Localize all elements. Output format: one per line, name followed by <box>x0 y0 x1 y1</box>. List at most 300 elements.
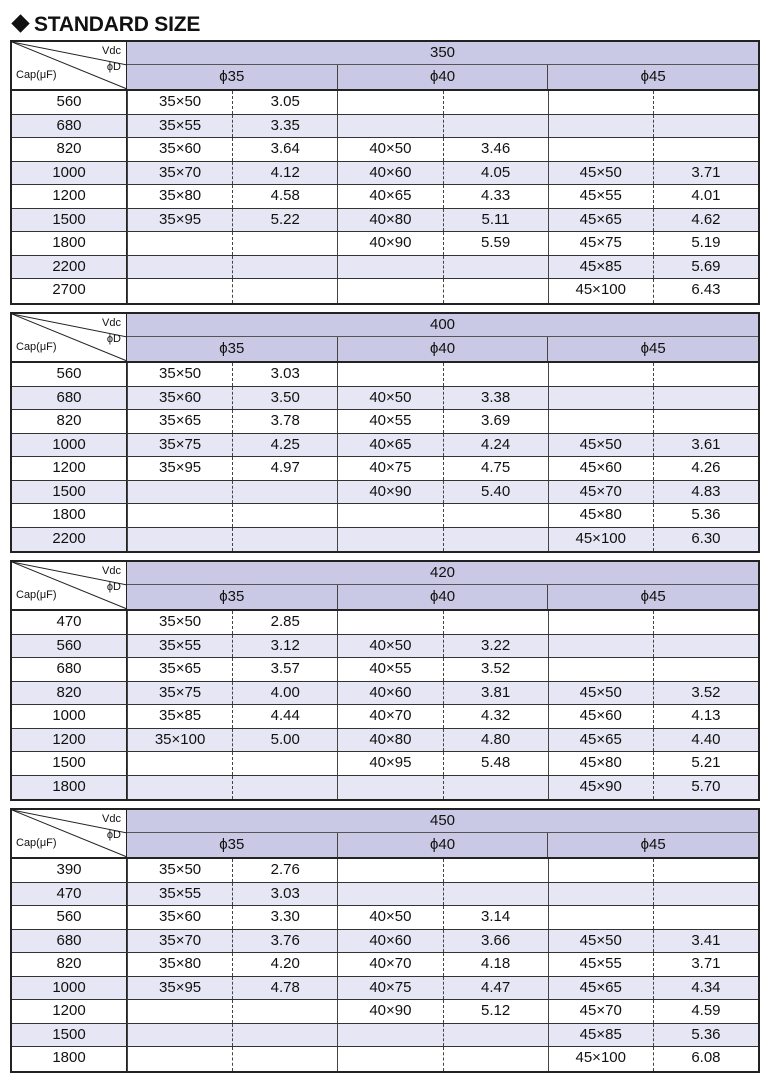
ripple-current-cell: 4.62 <box>691 210 721 228</box>
case-size-cell: 40×55 <box>338 410 443 433</box>
ripple-current-cell: 5.21 <box>691 754 721 771</box>
ripple-current-cell <box>233 1047 337 1071</box>
diameter-group-cell <box>337 162 547 185</box>
diameter-group-cell <box>548 457 758 480</box>
case-size-cell <box>128 279 233 303</box>
ripple-current-cell: 3.46 <box>480 140 511 157</box>
table-row <box>12 930 758 954</box>
ripple-current-cell: 5.36 <box>691 506 721 523</box>
ripple-current-cell: 3.50 <box>270 388 300 406</box>
ripple-current-cell: 4.18 <box>480 955 511 972</box>
diameter-group-cell <box>337 232 547 255</box>
ripple-current-cell <box>654 859 758 882</box>
ripple-current-cell: 3.71 <box>691 955 721 972</box>
ripple-current-cell: 5.00 <box>270 730 300 748</box>
ripple-current-cell <box>654 611 758 634</box>
capacitance-cell: 2700 <box>12 279 127 303</box>
ripple-current-cell <box>654 883 758 906</box>
diameter-group-cell <box>337 776 547 800</box>
ripple-current-cell: 3.14 <box>480 908 511 925</box>
ripple-current-cell <box>444 91 548 114</box>
diameter-group-cell <box>548 363 758 386</box>
case-size-cell <box>338 115 443 138</box>
case-size-cell: 35×80 <box>128 953 233 976</box>
case-size-cell: 40×65 <box>338 434 443 457</box>
case-size-cell: 45×50 <box>549 434 654 457</box>
diameter-group-cell <box>548 504 758 527</box>
case-size-cell <box>549 91 654 114</box>
case-size-cell <box>549 883 654 906</box>
ripple-current-cell: 5.69 <box>691 257 721 275</box>
case-size-cell: 45×80 <box>549 504 654 527</box>
ripple-current-cell <box>233 256 337 279</box>
ripple-current-cell <box>233 481 337 504</box>
case-size-cell: 35×50 <box>128 859 233 882</box>
ripple-current-cell: 4.44 <box>270 707 300 724</box>
table-row <box>12 504 758 528</box>
ripple-current-cell <box>444 115 548 138</box>
diameter-group-cell <box>127 611 337 634</box>
table-header <box>12 42 758 91</box>
case-size-cell <box>338 256 443 279</box>
diameter-group-cell <box>548 658 758 681</box>
capacitance-cell: 470 <box>12 611 127 634</box>
diameter-group-cell <box>337 363 547 386</box>
ripple-current-cell: 4.97 <box>270 459 300 476</box>
diameter-header: ϕ40 <box>337 833 548 857</box>
diameter-group-cell <box>548 481 758 504</box>
table-row <box>12 457 758 481</box>
diameter-group-cell <box>337 729 547 752</box>
ripple-current-cell: 4.00 <box>270 683 300 701</box>
diameter-group-cell <box>337 611 547 634</box>
table-row <box>12 859 758 883</box>
case-size-cell: 40×80 <box>338 209 443 232</box>
case-size-cell: 40×80 <box>338 729 443 752</box>
ripple-current-cell <box>444 363 548 386</box>
ripple-current-cell: 4.80 <box>480 730 511 748</box>
diameter-header: ϕ40 <box>337 65 548 89</box>
capacitance-cell: 2200 <box>12 528 127 552</box>
case-size-cell: 45×100 <box>549 528 654 552</box>
diameter-group-cell <box>337 256 547 279</box>
case-size-cell <box>128 1047 233 1071</box>
diameter-group-cell <box>127 752 337 775</box>
case-size-cell: 35×80 <box>128 185 233 208</box>
case-size-cell: 45×65 <box>549 977 654 1000</box>
case-size-cell <box>338 363 443 386</box>
cap-label: Cap(μF) <box>16 341 57 353</box>
ripple-current-cell: 3.38 <box>480 388 511 406</box>
ripple-current-cell: 5.48 <box>480 754 511 771</box>
capacitance-cell: 820 <box>12 682 127 705</box>
ripple-current-cell <box>654 115 758 138</box>
ripple-current-cell <box>444 256 548 279</box>
case-size-cell: 40×55 <box>338 658 443 681</box>
size-table-3 <box>10 808 760 1073</box>
diameter-header: ϕ45 <box>547 585 758 609</box>
case-size-cell: 35×50 <box>128 363 233 386</box>
ripple-current-cell: 3.57 <box>270 660 300 677</box>
diameter-group-cell <box>127 1047 337 1071</box>
diameter-group-cell <box>127 279 337 303</box>
table-row <box>12 752 758 776</box>
diameter-header: ϕ45 <box>547 65 758 89</box>
phid-label: ϕD <box>106 581 121 593</box>
table-row <box>12 115 758 139</box>
ripple-current-cell <box>654 635 758 658</box>
diameter-group-cell <box>127 91 337 114</box>
ripple-current-cell: 5.59 <box>480 234 511 251</box>
ripple-current-cell: 5.22 <box>270 210 300 228</box>
table-header <box>12 562 758 611</box>
diameter-group-cell <box>548 115 758 138</box>
table-row <box>12 185 758 209</box>
case-size-cell: 35×85 <box>128 705 233 728</box>
diameter-group-cell <box>337 859 547 882</box>
ripple-current-cell: 4.47 <box>480 978 511 996</box>
case-size-cell: 40×90 <box>338 232 443 255</box>
diameter-header-row <box>127 833 758 857</box>
diameter-group-cell <box>127 209 337 232</box>
case-size-cell: 35×65 <box>128 410 233 433</box>
table-row <box>12 434 758 458</box>
table-row <box>12 635 758 659</box>
diameter-group-cell <box>127 883 337 906</box>
table-row <box>12 91 758 115</box>
capacitance-cell: 1500 <box>12 752 127 775</box>
diameter-group-cell <box>337 209 547 232</box>
table-row <box>12 162 758 186</box>
diameter-group-cell <box>337 953 547 976</box>
ripple-current-cell: 4.34 <box>691 978 721 996</box>
ripple-current-cell: 6.30 <box>691 529 721 547</box>
ripple-current-cell <box>233 504 337 527</box>
ripple-current-cell: 2.85 <box>270 613 300 630</box>
diameter-group-cell <box>337 1000 547 1023</box>
diameter-group-cell <box>548 387 758 410</box>
diameter-group-cell <box>548 752 758 775</box>
ripple-current-cell: 3.52 <box>480 660 511 677</box>
diameter-group-cell <box>337 1024 547 1047</box>
diameter-group-cell <box>548 434 758 457</box>
phid-label: ϕD <box>106 61 121 73</box>
vdc-label: Vdc <box>102 813 121 825</box>
case-size-cell: 35×65 <box>128 658 233 681</box>
ripple-current-cell <box>233 776 337 800</box>
case-size-cell <box>338 1024 443 1047</box>
voltage-header: 400 <box>127 314 758 337</box>
table-row <box>12 705 758 729</box>
table-row <box>12 410 758 434</box>
table-row <box>12 953 758 977</box>
cap-label: Cap(μF) <box>16 837 57 849</box>
case-size-cell <box>549 611 654 634</box>
capacitance-cell: 1200 <box>12 729 127 752</box>
diameter-group-cell <box>127 363 337 386</box>
ripple-current-cell: 4.40 <box>691 730 721 748</box>
case-size-cell <box>128 1000 233 1023</box>
ripple-current-cell <box>233 279 337 303</box>
capacitance-cell: 1200 <box>12 185 127 208</box>
phid-label: ϕD <box>106 333 121 345</box>
diameter-group-cell <box>548 1000 758 1023</box>
case-size-cell <box>549 387 654 410</box>
case-size-cell: 45×80 <box>549 752 654 775</box>
voltage-header: 350 <box>127 42 758 65</box>
ripple-current-cell: 4.05 <box>480 163 511 181</box>
case-size-cell: 45×65 <box>549 209 654 232</box>
diameter-group-cell <box>548 906 758 929</box>
case-size-cell: 35×50 <box>128 91 233 114</box>
ripple-current-cell <box>444 611 548 634</box>
case-size-cell: 40×60 <box>338 682 443 705</box>
diameter-group-cell <box>127 115 337 138</box>
capacitance-cell: 1500 <box>12 1024 127 1047</box>
ripple-current-cell: 3.30 <box>270 908 300 925</box>
case-size-cell <box>128 776 233 800</box>
case-size-cell <box>549 363 654 386</box>
case-size-cell: 35×95 <box>128 977 233 1000</box>
diameter-group-cell <box>548 611 758 634</box>
table-row <box>12 1047 758 1071</box>
diameter-group-cell <box>127 504 337 527</box>
table-row <box>12 729 758 753</box>
diameter-group-cell <box>548 162 758 185</box>
capacitance-cell: 1200 <box>12 457 127 480</box>
ripple-current-cell <box>444 528 548 552</box>
case-size-cell <box>549 635 654 658</box>
ripple-current-cell: 5.19 <box>691 234 721 251</box>
case-size-cell: 40×50 <box>338 138 443 161</box>
corner-cell <box>12 314 127 361</box>
ripple-current-cell <box>654 410 758 433</box>
diameter-group-cell <box>127 705 337 728</box>
diameter-group-cell <box>548 682 758 705</box>
ripple-current-cell <box>233 232 337 255</box>
table-row <box>12 776 758 800</box>
diameter-group-cell <box>127 930 337 953</box>
table-row <box>12 256 758 280</box>
diameter-group-cell <box>337 185 547 208</box>
diameter-group-cell <box>127 658 337 681</box>
ripple-current-cell: 3.61 <box>691 435 721 453</box>
ripple-current-cell: 3.76 <box>270 931 300 949</box>
capacitance-cell: 560 <box>12 91 127 114</box>
diameter-header: ϕ40 <box>337 337 548 361</box>
diameter-header-row <box>127 65 758 89</box>
diameter-group-cell <box>548 256 758 279</box>
diameter-group-cell <box>337 752 547 775</box>
diameter-header: ϕ35 <box>219 340 245 357</box>
diameter-group-cell <box>337 138 547 161</box>
ripple-current-cell: 5.40 <box>480 482 511 500</box>
capacitance-cell: 470 <box>12 883 127 906</box>
table-row <box>12 209 758 233</box>
diameter-header: ϕ45 <box>547 337 758 361</box>
diameter-group-cell <box>337 682 547 705</box>
diameter-group-cell <box>127 953 337 976</box>
ripple-current-cell: 3.05 <box>270 93 300 110</box>
ripple-current-cell: 4.33 <box>480 187 511 204</box>
diameter-group-cell <box>548 977 758 1000</box>
case-size-cell <box>549 410 654 433</box>
diameter-header: ϕ35 <box>219 68 245 85</box>
table-row <box>12 363 758 387</box>
table-row <box>12 611 758 635</box>
ripple-current-cell <box>444 279 548 303</box>
ripple-current-cell: 4.75 <box>480 459 511 476</box>
case-size-cell: 40×70 <box>338 705 443 728</box>
corner-cell <box>12 42 127 89</box>
diameter-group-cell <box>337 977 547 1000</box>
ripple-current-cell <box>233 1000 337 1023</box>
diameter-group-cell <box>337 930 547 953</box>
ripple-current-cell: 3.81 <box>480 683 511 701</box>
ripple-current-cell: 4.20 <box>270 955 300 972</box>
cap-label: Cap(μF) <box>16 69 57 81</box>
case-size-cell <box>338 279 443 303</box>
diameter-group-cell <box>337 883 547 906</box>
ripple-current-cell: 2.76 <box>270 861 300 878</box>
capacitance-cell: 1800 <box>12 776 127 800</box>
diameter-group-cell <box>127 434 337 457</box>
case-size-cell <box>128 232 233 255</box>
case-size-cell: 35×55 <box>128 883 233 906</box>
table-row <box>12 1024 758 1048</box>
case-size-cell: 40×50 <box>338 387 443 410</box>
corner-cell <box>12 810 127 857</box>
diameter-group-cell <box>548 930 758 953</box>
case-size-cell <box>338 611 443 634</box>
case-size-cell: 35×55 <box>128 635 233 658</box>
diameter-group-cell <box>127 682 337 705</box>
ripple-current-cell <box>444 504 548 527</box>
case-size-cell: 45×100 <box>549 1047 654 1071</box>
diameter-group-cell <box>127 387 337 410</box>
size-table-0 <box>10 40 760 305</box>
diameter-group-cell <box>127 635 337 658</box>
ripple-current-cell: 6.08 <box>691 1049 721 1066</box>
diameter-group-cell <box>548 138 758 161</box>
case-size-cell <box>549 906 654 929</box>
case-size-cell <box>549 859 654 882</box>
ripple-current-cell <box>444 1024 548 1047</box>
capacitance-cell: 680 <box>12 930 127 953</box>
case-size-cell: 45×55 <box>549 953 654 976</box>
case-size-cell: 35×95 <box>128 457 233 480</box>
case-size-cell: 35×95 <box>128 209 233 232</box>
diameter-group-cell <box>127 977 337 1000</box>
case-size-cell: 35×100 <box>128 729 233 752</box>
vdc-label: Vdc <box>102 45 121 57</box>
capacitance-cell: 1500 <box>12 481 127 504</box>
diameter-group-cell <box>548 729 758 752</box>
case-size-cell: 45×85 <box>549 1024 654 1047</box>
ripple-current-cell: 5.12 <box>480 1002 511 1019</box>
table-header <box>12 314 758 363</box>
case-size-cell: 45×75 <box>549 232 654 255</box>
diameter-group-cell <box>548 776 758 800</box>
capacitance-cell: 820 <box>12 410 127 433</box>
ripple-current-cell: 3.66 <box>480 931 511 949</box>
case-size-cell <box>128 1024 233 1047</box>
capacitance-cell: 560 <box>12 363 127 386</box>
case-size-cell: 40×75 <box>338 977 443 1000</box>
diameter-group-cell <box>337 906 547 929</box>
diameter-group-cell <box>548 279 758 303</box>
cap-label: Cap(μF) <box>16 589 57 601</box>
capacitance-cell: 560 <box>12 635 127 658</box>
diameter-group-cell <box>548 705 758 728</box>
page-title-text: STANDARD SIZE <box>34 13 201 36</box>
ripple-current-cell: 4.83 <box>691 482 721 500</box>
vdc-label: Vdc <box>102 565 121 577</box>
ripple-current-cell: 3.35 <box>270 116 300 134</box>
case-size-cell: 45×60 <box>549 457 654 480</box>
diameter-header-row <box>127 337 758 361</box>
capacitance-cell: 1500 <box>12 209 127 232</box>
case-size-cell <box>549 115 654 138</box>
diameter-group-cell <box>127 162 337 185</box>
ripple-current-cell <box>444 1047 548 1071</box>
voltage-header: 420 <box>127 562 758 585</box>
table-row <box>12 528 758 552</box>
case-size-cell: 40×95 <box>338 752 443 775</box>
ripple-current-cell <box>654 91 758 114</box>
diameter-group-cell <box>337 115 547 138</box>
diameter-header: ϕ35 <box>219 588 245 605</box>
case-size-cell: 40×60 <box>338 162 443 185</box>
capacitance-cell: 390 <box>12 859 127 882</box>
diameter-group-cell <box>127 859 337 882</box>
case-size-cell <box>338 859 443 882</box>
case-size-cell <box>338 883 443 906</box>
case-size-cell: 40×65 <box>338 185 443 208</box>
case-size-cell: 35×75 <box>128 682 233 705</box>
table-row <box>12 279 758 303</box>
ripple-current-cell: 4.26 <box>691 459 721 476</box>
case-size-cell: 45×70 <box>549 1000 654 1023</box>
diameter-group-cell <box>337 481 547 504</box>
capacitance-cell: 1000 <box>12 162 127 185</box>
case-size-cell <box>128 504 233 527</box>
diameter-header: ϕ45 <box>547 833 758 857</box>
diameter-group-cell <box>127 185 337 208</box>
diameter-group-cell <box>127 410 337 433</box>
case-size-cell: 45×55 <box>549 185 654 208</box>
table-row <box>12 977 758 1001</box>
ripple-current-cell: 3.69 <box>480 412 511 429</box>
diameter-group-cell <box>337 387 547 410</box>
ripple-current-cell: 5.36 <box>691 1025 721 1043</box>
case-size-cell: 45×65 <box>549 729 654 752</box>
capacitance-cell: 1800 <box>12 504 127 527</box>
voltage-header: 450 <box>127 810 758 833</box>
table-row <box>12 883 758 907</box>
ripple-current-cell <box>654 387 758 410</box>
ripple-current-cell: 4.13 <box>691 707 721 724</box>
case-size-cell: 45×60 <box>549 705 654 728</box>
diameter-group-cell <box>337 658 547 681</box>
ripple-current-cell: 3.78 <box>270 412 300 429</box>
case-size-cell: 40×70 <box>338 953 443 976</box>
diameter-group-cell <box>548 209 758 232</box>
ripple-current-cell: 3.64 <box>270 140 300 157</box>
capacitance-cell: 820 <box>12 953 127 976</box>
diameter-group-cell <box>127 457 337 480</box>
case-size-cell: 45×50 <box>549 930 654 953</box>
